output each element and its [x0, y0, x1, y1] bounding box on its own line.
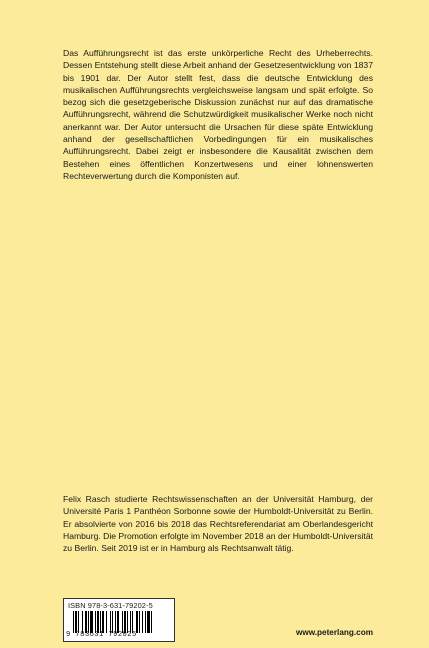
isbn-barcode [63, 598, 175, 642]
barcode-bar [106, 611, 107, 633]
barcode-bar [117, 611, 119, 633]
barcode-bar [73, 611, 74, 633]
barcode-bar [75, 611, 77, 633]
barcode-bar [97, 611, 99, 633]
barcode-bar [145, 611, 146, 633]
barcode-bar [85, 611, 87, 633]
publisher-website: www.peterlang.com [295, 628, 373, 637]
barcode-bar [151, 611, 152, 633]
barcode-bar [95, 611, 96, 633]
barcode-bar [142, 611, 143, 633]
book-blurb: Das Aufführungsrecht ist das erste unkörperliche Recht des Urheberrechts. Dessen Entstehung stellt diese Arbeit anhand der Gesetzesentwicklung von 1837 bis 1901 dar. Der Autor stellt fest, dass die deutsche Entwicklung des musikalischen Aufführungsrechts vergleichsweise langsam und spät erfolgte. So bezog sich die gesetzgeberische Diskussion zunächst nur auf das dramatische Aufführungsrecht, während die Schutzwürdigkeit musikalischer Werke noch nicht anerkannt war. Der Autor untersucht die Ursachen für diese späte Entwicklung anhand der gesellschaftlichen Vorbedingungen für ein musikalisches Aufführungsrecht. Dabei zeigt er insbesondere die Kausalität zwischen dem Bestehen eines öffentlichen Konzertwesens und einer lohnenswerten Rechteverwertung durch die Komponisten auf. [63, 48, 373, 181]
barcode-bar [132, 611, 133, 633]
barcode-bar [124, 611, 126, 633]
barcode-bar [110, 611, 111, 633]
barcode-bar [90, 611, 93, 633]
barcode-bar [139, 611, 140, 633]
barcode-bar [136, 611, 138, 633]
barcode-bar [102, 611, 104, 633]
ean-digits: 9 783631 792025 [66, 631, 137, 639]
barcode-bar [100, 611, 101, 633]
barcode-bar [82, 611, 83, 633]
author-bio: Felix Rasch studierte Rechtswissenschaften an der Universität Hamburg, der Université Paris 1 Panthéon Sorbonne sowie der Humboldt-Universität zu Berlin. Er absolvierte von 2016 bis 2018 das Rechtsreferendariat am Oberlandesgericht Hamburg. Die Promotion erfolgte im November 2018 an der Humboldt-Universität zu Berlin. Seit 2019 ist er in Hamburg als Rechtsanwalt tätig. [63, 494, 373, 554]
barcode-bar [112, 611, 113, 633]
barcode-bar [147, 611, 150, 633]
barcode-bar [127, 611, 128, 633]
barcode-bar [122, 611, 123, 633]
barcode-bar [88, 611, 89, 633]
barcode-bar [78, 611, 79, 633]
barcode-bars [73, 611, 171, 633]
barcode-bar [130, 611, 131, 633]
isbn-label: ISBN 978-3-631-79202-5 [68, 601, 153, 610]
barcode-bar [115, 611, 116, 633]
